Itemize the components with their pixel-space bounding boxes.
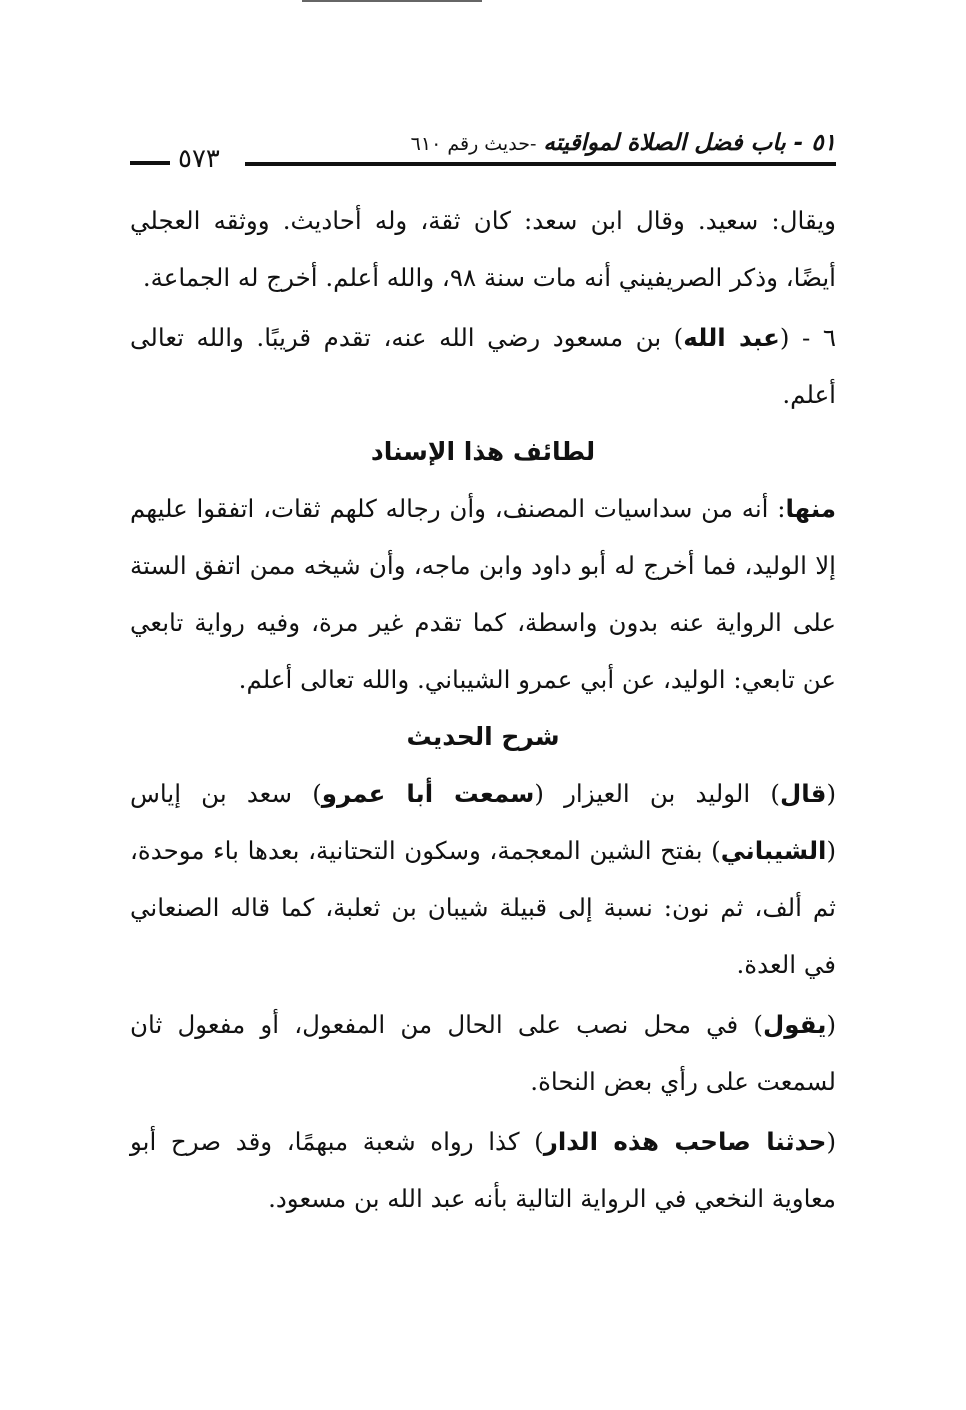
- running-title: [411, 130, 836, 156]
- paragraph-text: ) سعد بن إياس (: [130, 779, 836, 865]
- paragraph-yaqul: [130, 996, 836, 1110]
- paren-open: ٦ - (: [779, 323, 836, 352]
- paragraph-haddathana: [130, 1113, 836, 1227]
- quoted-word: قال: [779, 779, 827, 808]
- paragraph-text: ) بن مسعود رضي الله عنه، تقدم قريبًا. والله تعالى أعلم.: [130, 323, 836, 409]
- top-edge-rule: [302, 0, 482, 2]
- paragraph-narrator-six: [130, 309, 836, 423]
- paragraph-narrator-note: ويقال: سعيد. وقال ابن سعد: كان ثقة، وله أحاديث. ووثقه العجلي أيضًا، وذكر الصريفيني أنه مات سنة ٩٨، والله أعلم. أخرج له الجماعة.: [130, 206, 836, 292]
- lead-word: منها: [785, 494, 836, 523]
- quoted-word: يقول: [762, 1010, 827, 1039]
- page-number-dash: [130, 161, 170, 165]
- hadith-reference: -حديث رقم ٦١٠: [410, 133, 537, 155]
- chapter-title: ٥١ - باب فضل الصلاة لمواقيته: [543, 130, 836, 156]
- paragraph-text: ) بفتح الشين المعجمة، وسكون التحتانية، بعدها باء موحدة، ثم ألف، ثم نون: نسبة إلى قبيلة شيبان بن ثعلبة، كما قاله الصنعاني في العدة.: [130, 836, 836, 979]
- paragraph-text: : أنه من سداسيات المصنف، وأن رجاله كلهم ثقات، اتفقوا عليهم إلا الوليد، فما أخرج له أبو داود وابن ماجه، وأن شيخه ممن اتفق الستة على الرواية عنه بدون واسطة، كما تقدم غير مرة، وفيه رواية تابعي عن تابعي: الوليد، عن أبي عمرو الشيباني. والله تعالى أعلم.: [130, 494, 836, 694]
- page-body: [130, 192, 836, 1227]
- narrator-name: عبد الله: [683, 323, 780, 352]
- page-header: [130, 124, 836, 174]
- header-rule: [245, 162, 836, 166]
- paren-open: (: [826, 1010, 836, 1039]
- paren-open: (: [826, 1127, 836, 1156]
- paragraph-isnad-features: [130, 480, 836, 708]
- quoted-word: حدثنا صاحب هذه الدار: [543, 1127, 827, 1156]
- page-number: ٥٧٣: [178, 144, 220, 174]
- paren-open: (: [826, 779, 836, 808]
- quoted-word: الشيباني: [720, 836, 827, 865]
- section-heading-isnad: لطائف هذا الإسناد: [370, 437, 596, 466]
- paragraph-text: ) كذا رواه شعبة مبهمًا، وقد صرح أبو معاوية النخعي في الرواية التالية بأنه عبد الله بن مسعود.: [130, 1127, 836, 1213]
- paragraph-text: ) في محل نصب على الحال من المفعول، أو مفعول ثان لسمعت على رأي بعض النحاة.: [130, 1010, 836, 1096]
- section-heading-explanation: شرح الحديث: [406, 722, 560, 751]
- paragraph-text: ) الوليد بن العيزار (: [534, 779, 780, 808]
- paragraph-qala: [130, 765, 836, 993]
- quoted-word: سمعت أبا عمرو: [321, 779, 535, 808]
